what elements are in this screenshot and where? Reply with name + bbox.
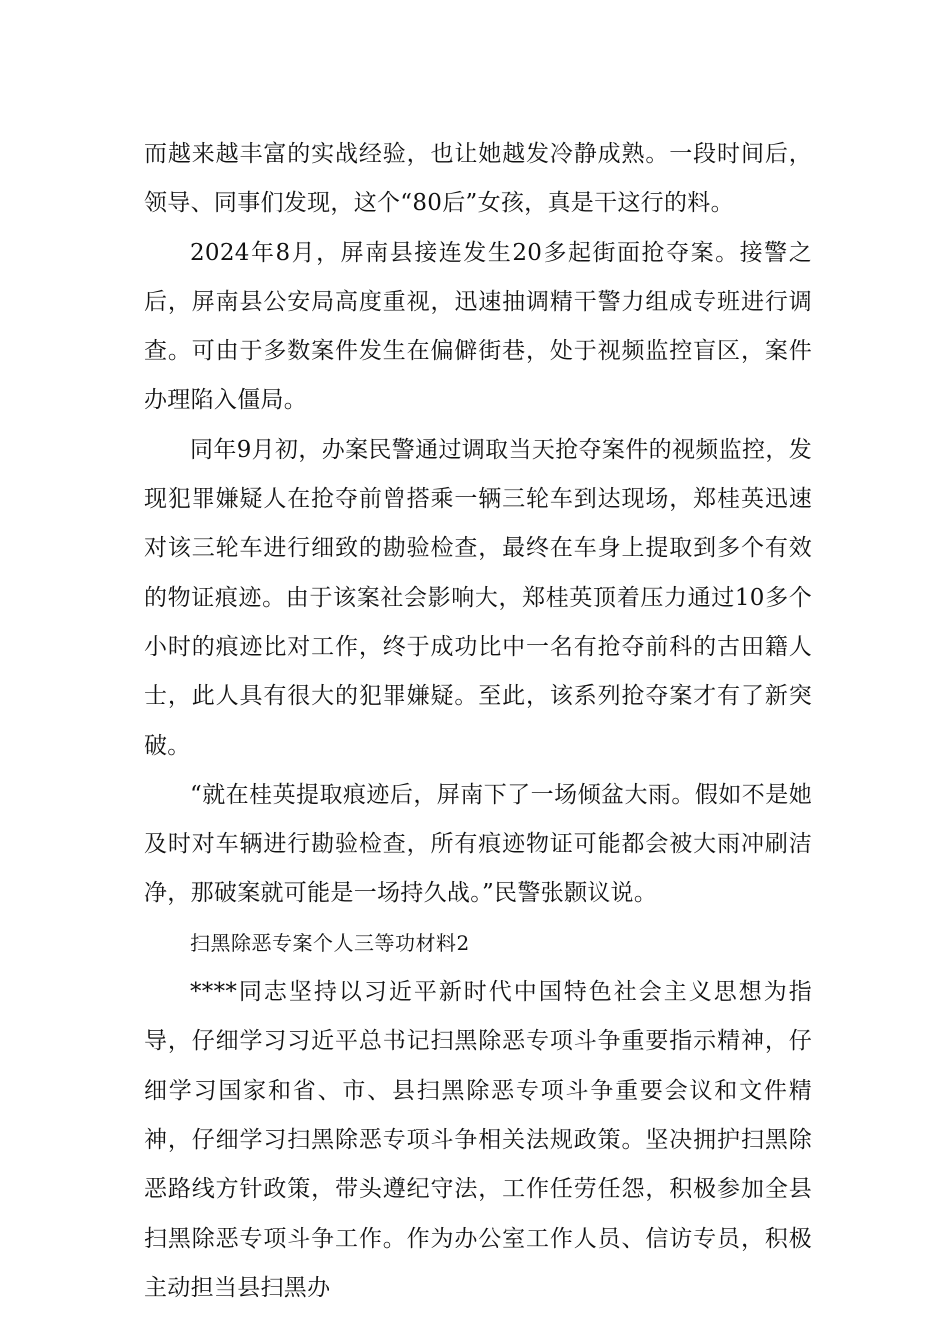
paragraph-5: ****同志坚持以习近平新时代中国特色社会主义思想为指导，仔细学习习近平总书记扫黑除恶专项斗争重要指示精神，仔细学习国家和省、市、县扫黑除恶专项斗争重要会议和文件精神，仔细学习扫黑除恶专项斗争相关法规政策。坚决拥护扫黑除恶路线方针政策，带头遵纪守法，工作任劳任怨，积极参加全县扫黑除恶专项斗争工作。作为办公室工作人员、信访专员，积极主动担当县扫黑办 — [144, 979, 812, 1301]
paragraph-4: “就在桂英提取痕迹后，屏南下了一场倾盆大雨。假如不是她及时对车辆进行勘验检查，所有痕迹物证可能都会被大雨冲刷洁净，那破案就可能是一场持久战。”民警张颢议说。 — [144, 781, 812, 907]
section-heading: 扫黑除恶专案个人三等功材料2 — [190, 930, 470, 955]
paragraph-2: 2024年8月，屏南县接连发生20多起街面抢夺案。接警之后，屏南县公安局高度重视，迅速抽调精干警力组成专班进行调查。可由于多数案件发生在偏僻街巷，处于视频监控盲区，案件办理陷入僵局。 — [144, 239, 812, 414]
paragraph-3: 同年9月初，办案民警通过调取当天抢夺案件的视频监控，发现犯罪嫌疑人在抢夺前曾搭乘一辆三轮车到达现场，郑桂英迅速对该三轮车进行细致的勘验检查，最终在车身上提取到多个有效的物证痕迹。由于该案社会影响大，郑桂英顶着压力通过10多个小时的痕迹比对工作，终于成功比中一名有抢夺前科的古田籍人士，此人具有很大的犯罪嫌疑。至此，该系列抢夺案才有了新突破。 — [144, 436, 812, 759]
paragraph-1: 而越来越丰富的实战经验，也让她越发冷静成熟。一段时间后，领导、同事们发现，这个“80后”女孩，真是干这行的料。 — [144, 141, 812, 217]
document-page — [144, 130, 812, 1313]
